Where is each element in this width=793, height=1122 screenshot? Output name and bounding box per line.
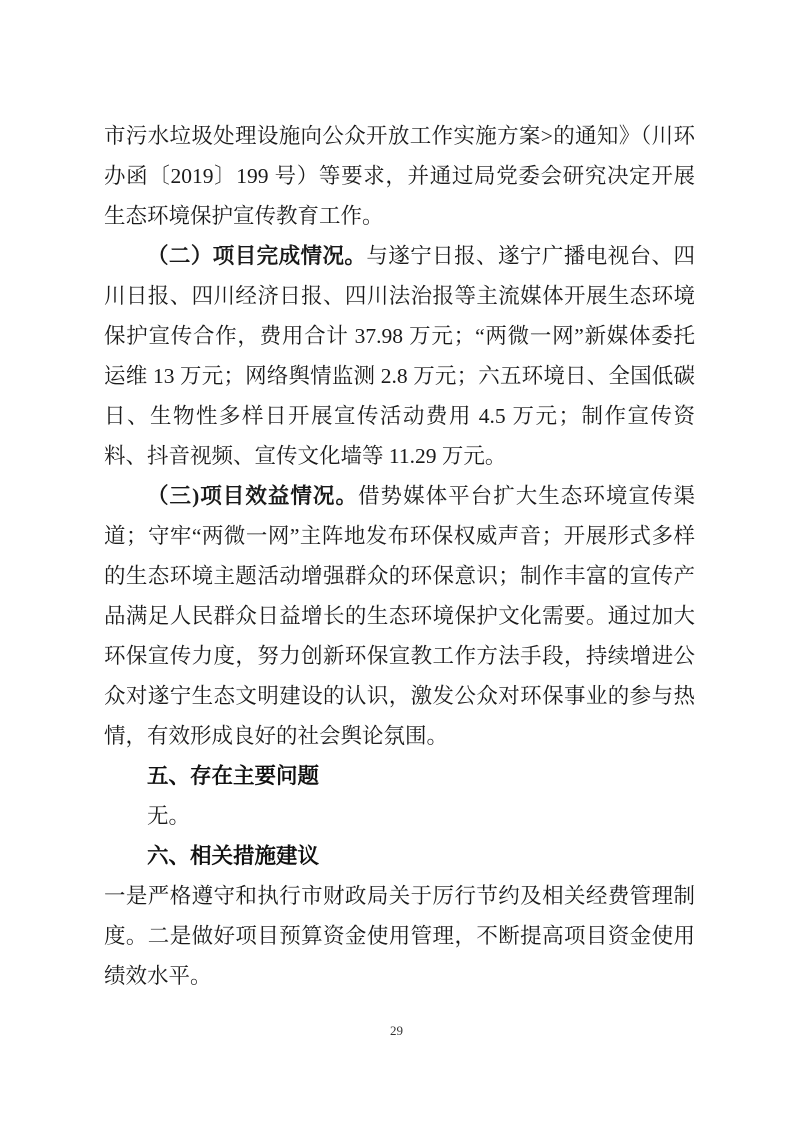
paragraph-none: 无。 — [147, 804, 191, 828]
section-heading-suggestions: 六、相关措施建议 — [147, 844, 320, 868]
paragraph-notice-requirements: 市污水垃圾处理设施向公众开放工作实施方案>的通知》（川环办函〔2019〕199 号）等要求，并通过局党委会研究决定开展生态环境保护宣传教育工作。 — [104, 124, 695, 228]
section-heading-main-problems: 五、存在主要问题 — [147, 764, 320, 788]
document-body — [104, 116, 695, 996]
page-number: 29 — [390, 1023, 403, 1038]
paragraph-suggestions: 一是严格遵守和执行市财政局关于厉行节约及相关经费管理制度。二是做好项目预算资金使用管理，不断提高项目资金使用绩效水平。 — [104, 884, 695, 988]
paragraph-lead-project-completion: （二）项目完成情况。 — [147, 244, 367, 268]
paragraph-text-project-benefit: 借势媒体平台扩大生态环境宣传渠道；守牢“两微一网”主阵地发布环保权威声音；开展形式多样的生态环境主题活动增强群众的环保意识；制作丰富的宣传产品满足人民群众日益增长的生态环境保护文化需要。通过加大环保宣传力度，努力创新环保宣教工作方法手段，持续增进公众对遂宁生态文明建设的认识，激发公众对环保事业的参与热情，有效形成良好的社会舆论氛围。 — [104, 484, 695, 748]
paragraph-text-project-completion: 与遂宁日报、遂宁广播电视台、四川日报、四川经济日报、四川法治报等主流媒体开展生态环境保护宣传合作，费用合计 37.98 万元；“两微一网”新媒体委托运维 13 万元；网络舆情监测 2.8 万元；六五环境日、全国低碳日、生物性多样日开展宣传活动费用 4.5 万元；制作宣传资料、抖音视频、宣传文化墙等 11.29 万元。 — [104, 244, 695, 468]
paragraph-project-benefit — [104, 476, 695, 756]
paragraph-lead-project-benefit: （三)项目效益情况。 — [147, 484, 358, 508]
paragraph-project-completion — [104, 236, 695, 476]
